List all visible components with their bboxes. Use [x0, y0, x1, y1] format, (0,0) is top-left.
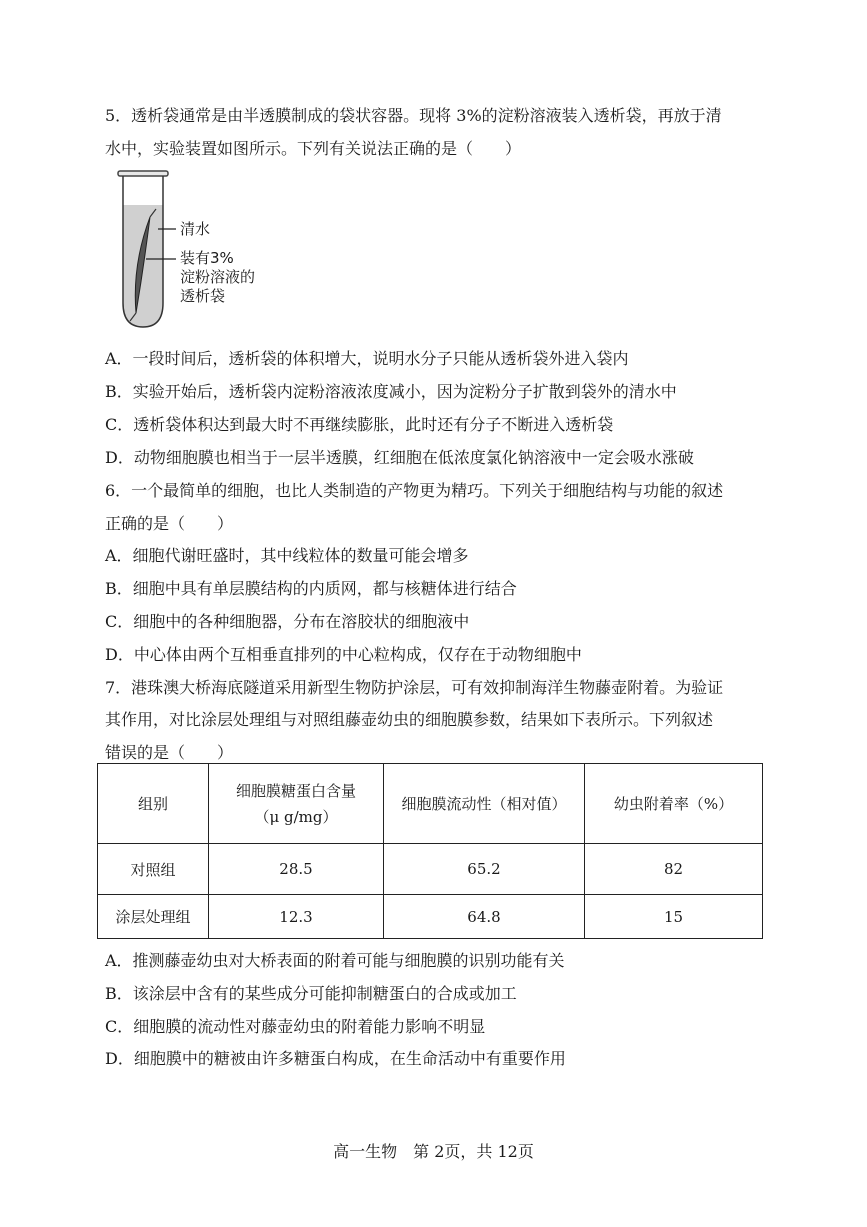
q7-option-d: D．细胞膜中的糖被由许多糖蛋白构成，在生命活动中有重要作用 [105, 1049, 566, 1068]
table-header-unit: （μ g/mg） [254, 807, 338, 826]
q5-option-c: C．透析袋体积达到最大时不再继续膨胀，此时还有分子不断进入透析袋 [105, 415, 614, 434]
page-footer: 高一生物 第 2页，共 12页 [333, 1142, 534, 1161]
table-cell: 64.8 [384, 895, 585, 939]
q7-stem-line2: 其作用，对比涂层处理组与对照组藤壶幼虫的细胞膜参数，结果如下表所示。下列叙述 [105, 710, 714, 729]
q7-stem-line3: 错误的是（ ） [105, 743, 234, 762]
table-cell: 28.5 [209, 844, 384, 895]
q6-stem-line2: 正确的是（ ） [105, 514, 234, 533]
table-header-row [98, 764, 763, 844]
table-header: 组别 [98, 764, 209, 844]
q5-stem-line2: 水中，实验装置如图所示。下列有关说法正确的是（ ） [105, 139, 522, 158]
dialysis-figure [110, 165, 290, 340]
q7-option-a: A．推测藤壶幼虫对大桥表面的附着可能与细胞膜的识别功能有关 [105, 951, 565, 970]
bag-label-line3: 透析袋 [180, 287, 226, 305]
q7-option-c: C．细胞膜的流动性对藤壶幼虫的附着能力影响不明显 [105, 1017, 486, 1036]
bag-label-line1: 装有3% [180, 249, 234, 267]
table-cell: 涂层处理组 [98, 895, 209, 939]
table-cell: 12.3 [209, 895, 384, 939]
q6-option-c: C．细胞中的各种细胞器，分布在溶胶状的细胞液中 [105, 612, 470, 631]
table-header [209, 764, 384, 844]
table-cell: 15 [585, 895, 763, 939]
table-row [98, 844, 763, 895]
q6-stem-line1: 6．一个最简单的细胞，也比人类制造的产物更为精巧。下列关于细胞结构与功能的叙述 [105, 481, 724, 500]
q7-stem-line1: 7．港珠澳大桥海底隧道采用新型生物防护涂层，可有效抑制海洋生物藤壶附着。为验证 [105, 678, 724, 697]
q5-option-d: D．动物细胞膜也相当于一层半透膜，红细胞在低浓度氯化钠溶液中一定会吸水涨破 [105, 448, 694, 467]
q6-option-a: A．细胞代谢旺盛时，其中线粒体的数量可能会增多 [105, 546, 469, 565]
q5-option-a: A．一段时间后，透析袋的体积增大，说明水分子只能从透析袋外进入袋内 [105, 349, 629, 368]
q5-stem-line1: 5．透析袋通常是由半透膜制成的袋状容器。现将 3%的淀粉溶液装入透析袋，再放于清 [105, 106, 722, 125]
table-header: 幼虫附着率（%） [585, 764, 763, 844]
table-cell: 对照组 [98, 844, 209, 895]
q7-option-b: B．该涂层中含有的某些成分可能抑制糖蛋白的合成或加工 [105, 984, 517, 1003]
q6-option-b: B．细胞中具有单层膜结构的内质网，都与核糖体进行结合 [105, 579, 517, 598]
results-table [97, 763, 763, 939]
table-header: 细胞膜流动性（相对值） [384, 764, 585, 844]
table-header-line: 细胞膜糖蛋白含量 [235, 781, 356, 800]
q6-option-d: D．中心体由两个互相垂直排列的中心粒构成，仅存在于动物细胞中 [105, 645, 582, 664]
table-cell: 65.2 [384, 844, 585, 895]
table-cell: 82 [585, 844, 763, 895]
bag-label-line2: 淀粉溶液的 [180, 268, 256, 286]
water-label: 清水 [180, 220, 211, 238]
table-row [98, 895, 763, 939]
q5-option-b: B．实验开始后，透析袋内淀粉溶液浓度减小，因为淀粉分子扩散到袋外的清水中 [105, 382, 677, 401]
